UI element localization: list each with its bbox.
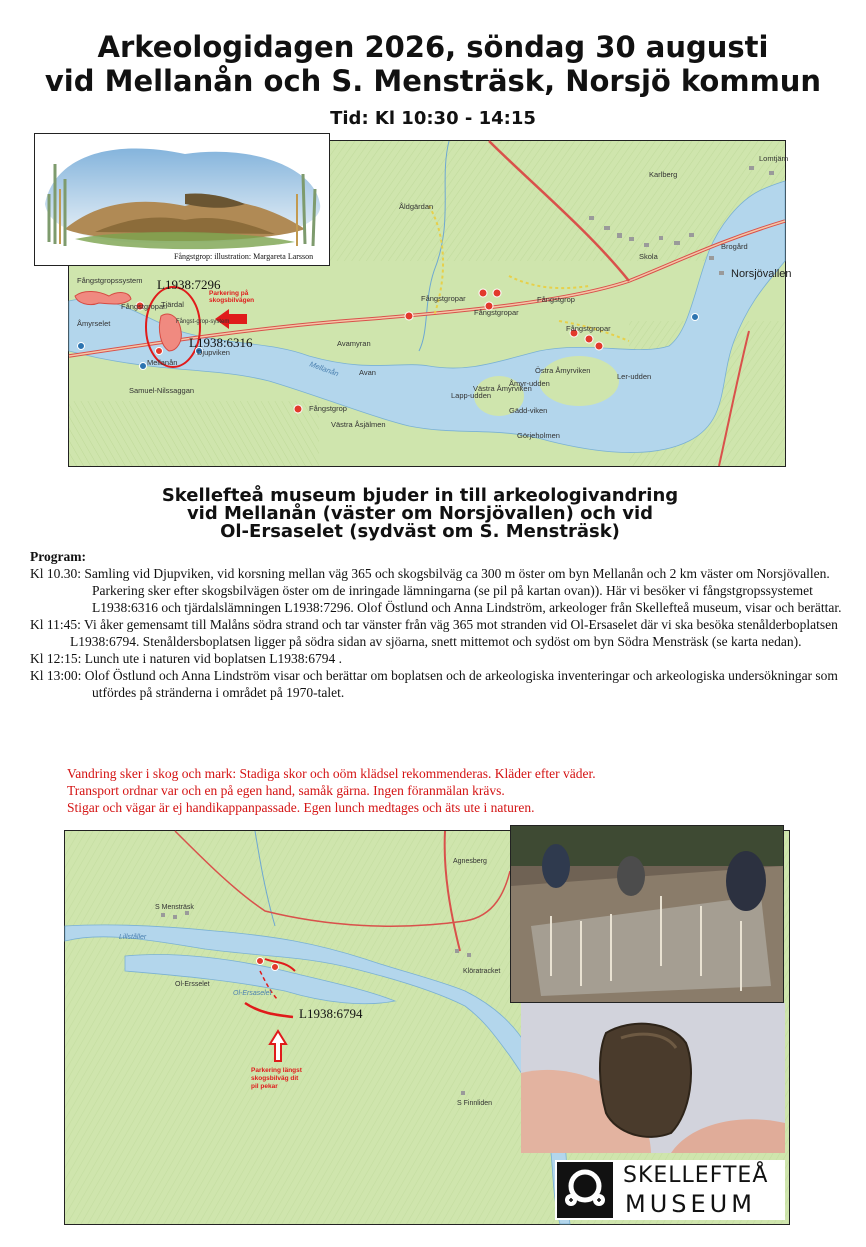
label-djupviken: Djupviken: [197, 348, 230, 357]
site-label-6794: L1938:6794: [299, 1006, 363, 1021]
label-fangstgropar-d: Fångstgropar: [474, 308, 519, 317]
label-tjardal: Tjärdal: [161, 300, 184, 309]
label-amyrudden: Åmyr-udden: [509, 379, 550, 388]
intro-line3: Ol-Ersaselet (sydväst om S. Mensträsk): [220, 521, 620, 542]
label-fangstgropar-e: Fångstgropar: [566, 324, 611, 333]
program-item-1145: Kl 11:45: Vi åker gemensamt till Malåns södra strand och tar vänster från väg 365 mot stranden vid Ol-Ersaselet där vi ska besöka stenålderboplatsen L1938:6794. Stenåldersboplatsen ligger på södra sidan av sjöarna, snett mittemot och sydöst om byn Södra Mensträsk (se karta nedan).: [30, 617, 838, 649]
program: [30, 548, 845, 701]
artifact-photo: [521, 1003, 785, 1153]
label-fangstgrop-c: Fångstgrop: [537, 295, 575, 304]
label-s-menstrask: S Mensträsk: [155, 904, 194, 911]
intro-line2: vid Mellanån (väster om Norsjövallen) och vid: [186, 503, 654, 524]
illustration-inset: [34, 133, 330, 266]
label-aldgardan: Åldgärdan: [399, 202, 434, 211]
label-fangstgrop-f: Fångstgrop: [309, 404, 347, 413]
label-agnesberg: Agnesberg: [453, 858, 487, 865]
label-gorjeholmen: Görjeholmen: [517, 431, 560, 440]
parking-note2-line2: skogsbilväg dit: [251, 1075, 299, 1082]
illustration-caption: Fångstgrop: illustration: Margareta Larsson: [174, 252, 314, 261]
event-time: Tid: Kl 10:30 - 14:15: [330, 108, 536, 129]
label-gadviken: Gädd-viken: [509, 406, 548, 415]
page-title-line1: Arkeologidagen 2026, söndag 30 augusti: [97, 30, 769, 64]
label-lerudden: Ler-udden: [617, 372, 652, 381]
program-heading: Program:: [30, 549, 86, 564]
parking-note-line2: skogsbilvägen: [209, 297, 255, 304]
label-fangstgropar-a: Fångstgropar: [121, 302, 166, 311]
label-olersselet: Ol-Ersselet: [175, 981, 210, 988]
label-lillstaller: Lillståller: [119, 934, 147, 941]
label-vastra-asjalmen: Västra Åsjälmen: [331, 420, 386, 429]
label-kloratracket: Klöratracket: [463, 968, 501, 975]
note-line3: Stigar och vägar är ej handikappanpassade. Egen lunch medtages och äts ute i naturen.: [67, 800, 535, 815]
parking-note2-line1: Parkering längst: [251, 1067, 302, 1074]
parking-note2-line3: pil pekar: [251, 1083, 278, 1090]
site-label-6316: L1938:6316: [189, 335, 253, 350]
page-title-line2: vid Mellanån och S. Mensträsk, Norsjö kommun: [44, 64, 822, 98]
label-fangstgropar-b: Fångstgropar: [421, 294, 466, 303]
label-ostra-amyrviken: Östra Åmyrviken: [535, 366, 591, 375]
label-vastra-amyrviken: Västra Åmyrviken: [473, 384, 532, 393]
label-norsjovallen: Norsjövallen: [731, 268, 792, 280]
label-samuel-nilssaggan: Samuel-Nilssaggan: [129, 386, 195, 395]
program-item-1030: Kl 10.30: Samling vid Djupviken, vid korsning mellan väg 365 och skogsbilväg ca 300 m öster om byn Mellanån och 2 km väster om Norsjövallen. Parkering sker efter skogsbilvägen öster om de inringade lämningarna (se pil på kartan ovan)). Här vi besöker vi fångstgropssystemet L1938:6316 och tjärdalslämningen L1938:7296. Olof Östlund och Anna Lindström, arkeologer från Skellefteå museum, visar och berättar.: [30, 566, 842, 615]
site-label-7296: L1938:7296: [157, 277, 221, 292]
logo-mark-icon: [557, 1162, 613, 1218]
program-item-1215: Kl 12:15: Lunch ute i naturen vid boplatsen L1938:6794 .: [30, 651, 342, 666]
label-brogard: Brogård: [721, 242, 748, 251]
label-fangstgropssystem: Fångstgropssystem: [77, 276, 143, 285]
intro-line1: Skellefteå museum bjuder in till arkeologivandring: [161, 485, 679, 506]
label-karlberg: Karlberg: [649, 170, 678, 179]
label-mellanan-river: Mellanån: [308, 359, 340, 379]
program-item-1300: Kl 13:00: Olof Östlund och Anna Lindström visar och berättar om boplatsen och de arkeologiska inventeringar och arkeologiska undersökningar som utfördes på stränderna i området på 1970-talet.: [30, 668, 838, 700]
label-mellanan-village: Mellanån: [147, 358, 178, 367]
notes: [67, 765, 827, 816]
logo-line1: SKELLEFTEÅ: [623, 1163, 769, 1188]
label-skola: Skola: [639, 252, 658, 261]
note-line1: Vandring sker i skog och mark: Stadiga skor och oöm klädsel rekommenderas. Kläder efter väder.: [67, 766, 596, 781]
parking-note-line1: Parkering på: [209, 290, 249, 297]
label-avan: Avan: [359, 368, 376, 377]
note-line2: Transport ordnar var och en på egen hand, samåk gärna. Ingen föranmälan krävs.: [67, 783, 505, 798]
pitfall-illustration: [35, 134, 329, 265]
label-ol-ersaselet: Ol-Ersaselet: [233, 990, 272, 997]
label-fangst-system: Fångst-grop-system: [176, 319, 230, 325]
label-finnliden: S Finnliden: [457, 1100, 493, 1107]
label-lappudden: Lapp-udden: [451, 391, 492, 400]
excavation-photo: [510, 825, 784, 1003]
label-amyrselet: Åmyrselet: [77, 319, 111, 328]
logo-line2: MUSEUM: [625, 1190, 756, 1218]
museum-logo: [555, 1160, 785, 1220]
label-lomtjarn: Lomtjärn: [759, 154, 789, 163]
label-avamyran: Avamyran: [337, 339, 371, 348]
